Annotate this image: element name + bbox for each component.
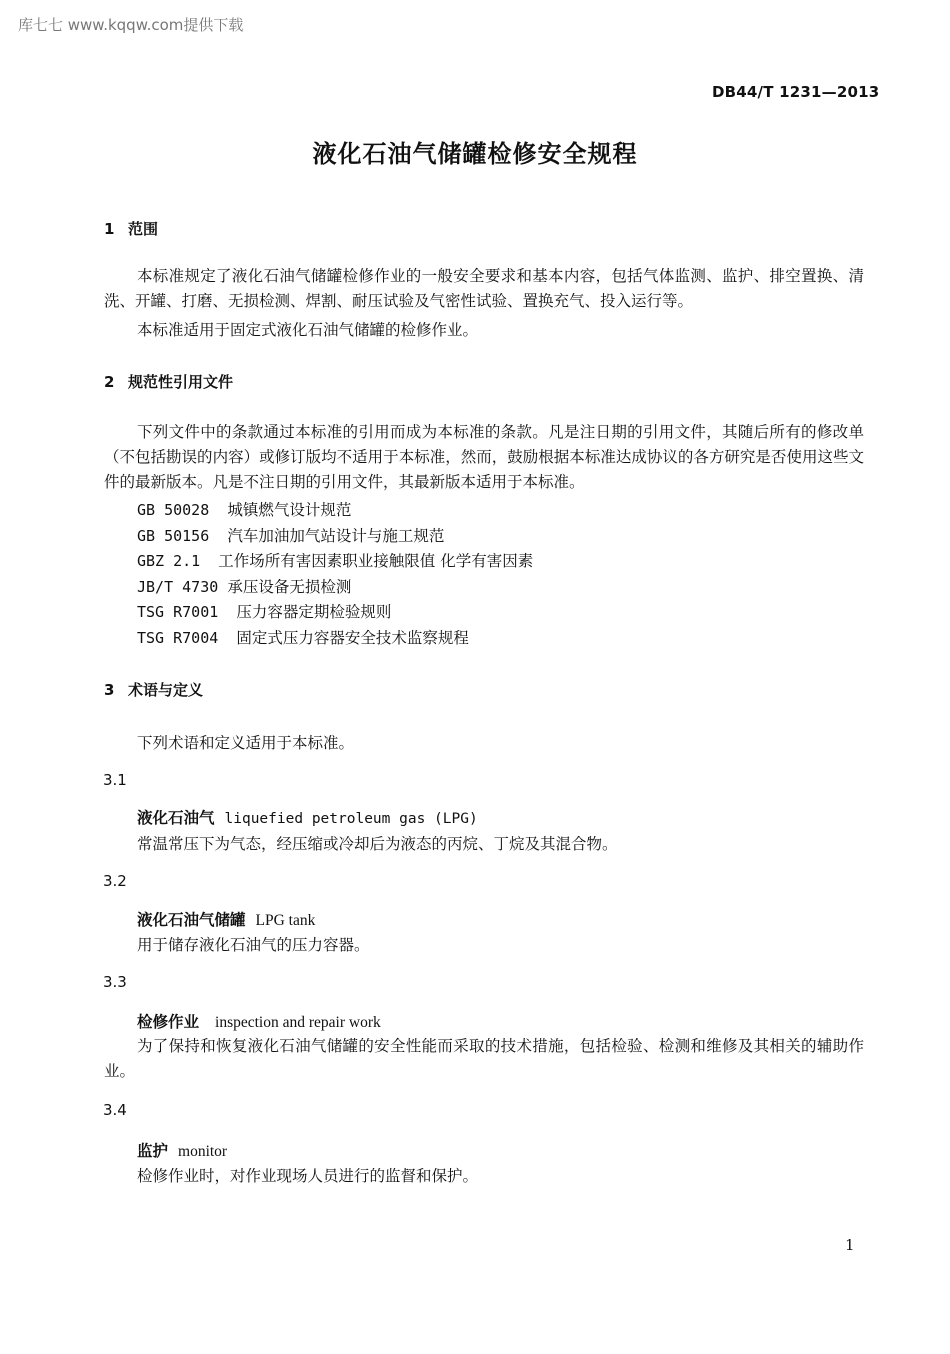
section-number: 1 xyxy=(104,220,115,238)
reference-item xyxy=(137,498,351,520)
reference-code: TSG R7004 xyxy=(137,629,219,647)
section-number: 3 xyxy=(104,681,115,699)
term-heading xyxy=(137,1010,381,1032)
term-chinese: 液化石油气 xyxy=(137,809,215,827)
term-heading xyxy=(137,1139,227,1161)
reference-name: 压力容器定期检验规则 xyxy=(236,603,392,621)
scope-paragraph-2: 本标准适用于固定式液化石油气储罐的检修作业。 xyxy=(137,321,479,339)
reference-code: GB 50156 xyxy=(137,527,210,545)
section-title: 规范性引用文件 xyxy=(128,373,234,391)
section-number: 2 xyxy=(104,373,115,391)
term-heading xyxy=(137,908,315,930)
scope-paragraph-1: 本标准规定了液化石油气储罐检修作业的一般安全要求和基本内容，包括气体监测、监护、排空置换、清洗、开罐、打磨、无损检测、焊割、耐压试验及气密性试验、置换充气、投入运行等。 xyxy=(104,267,864,310)
reference-name: 汽车加油加气站设计与施工规范 xyxy=(227,527,445,545)
term-definition: 用于储存液化石油气的压力容器。 xyxy=(137,936,370,954)
term-definition: 常温常压下为气态，经压缩或冷却后为液态的丙烷、丁烷及其混合物。 xyxy=(137,835,618,853)
reference-item xyxy=(137,524,444,546)
reference-item xyxy=(137,626,469,648)
term-number: 3.4 xyxy=(103,1101,127,1119)
reference-name: 工作场所有害因素职业接触限值 化学有害因素 xyxy=(218,552,534,570)
watermark-text: 库七七 www.kqqw.com提供下载 xyxy=(18,16,244,34)
reference-item xyxy=(137,575,351,597)
normative-intro: 下列文件中的条款通过本标准的引用而成为本标准的条款。凡是注日期的引用文件，其随后所有的修改单（不包括勘误的内容）或修订版均不适用于本标准，然而，鼓励根据本标准达成协议的各方研究是否使用这些文件的最新版本。凡是不注日期的引用文件，其最新版本适用于本标准。 xyxy=(104,423,864,491)
section-3-heading xyxy=(104,679,203,700)
reference-code: TSG R7001 xyxy=(137,603,219,621)
reference-code: JB/T 4730 xyxy=(137,578,219,596)
term-chinese: 监护 xyxy=(137,1142,169,1160)
term-english: monitor xyxy=(178,1143,228,1160)
reference-item xyxy=(137,549,533,571)
term-number: 3.2 xyxy=(103,872,127,890)
section-title: 范围 xyxy=(128,220,159,238)
term-definition: 为了保持和恢复液化石油气储罐的安全性能而采取的技术措施，包括检验、检测和维修及其相关的辅助作业。 xyxy=(104,1037,864,1080)
term-definition: 检修作业时，对作业现场人员进行的监督和保护。 xyxy=(137,1167,479,1185)
reference-code: GB 50028 xyxy=(137,501,210,519)
term-english: LPG tank xyxy=(255,912,316,929)
term-english: liquefied petroleum gas (LPG) xyxy=(224,811,478,827)
section-2-heading xyxy=(104,371,233,392)
term-number: 3.1 xyxy=(103,771,127,789)
reference-item xyxy=(137,600,391,622)
document-title: 液化石油气储罐检修安全规程 xyxy=(312,140,638,168)
term-heading xyxy=(137,806,478,828)
terms-intro: 下列术语和定义适用于本标准。 xyxy=(137,734,355,752)
term-chinese: 检修作业 xyxy=(137,1013,200,1031)
section-1-heading xyxy=(104,218,158,239)
reference-name: 固定式压力容器安全技术监察规程 xyxy=(236,629,469,647)
term-number: 3.3 xyxy=(103,973,127,991)
term-english: inspection and repair work xyxy=(215,1014,381,1031)
term-chinese: 液化石油气储罐 xyxy=(137,911,246,929)
document-number: DB44/T 1231—2013 xyxy=(712,83,880,101)
section-title: 术语与定义 xyxy=(128,681,204,699)
page-number: 1 xyxy=(845,1236,855,1254)
reference-name: 承压设备无损检测 xyxy=(227,578,352,596)
reference-name: 城镇燃气设计规范 xyxy=(227,501,352,519)
reference-code: GBZ 2.1 xyxy=(137,552,201,570)
